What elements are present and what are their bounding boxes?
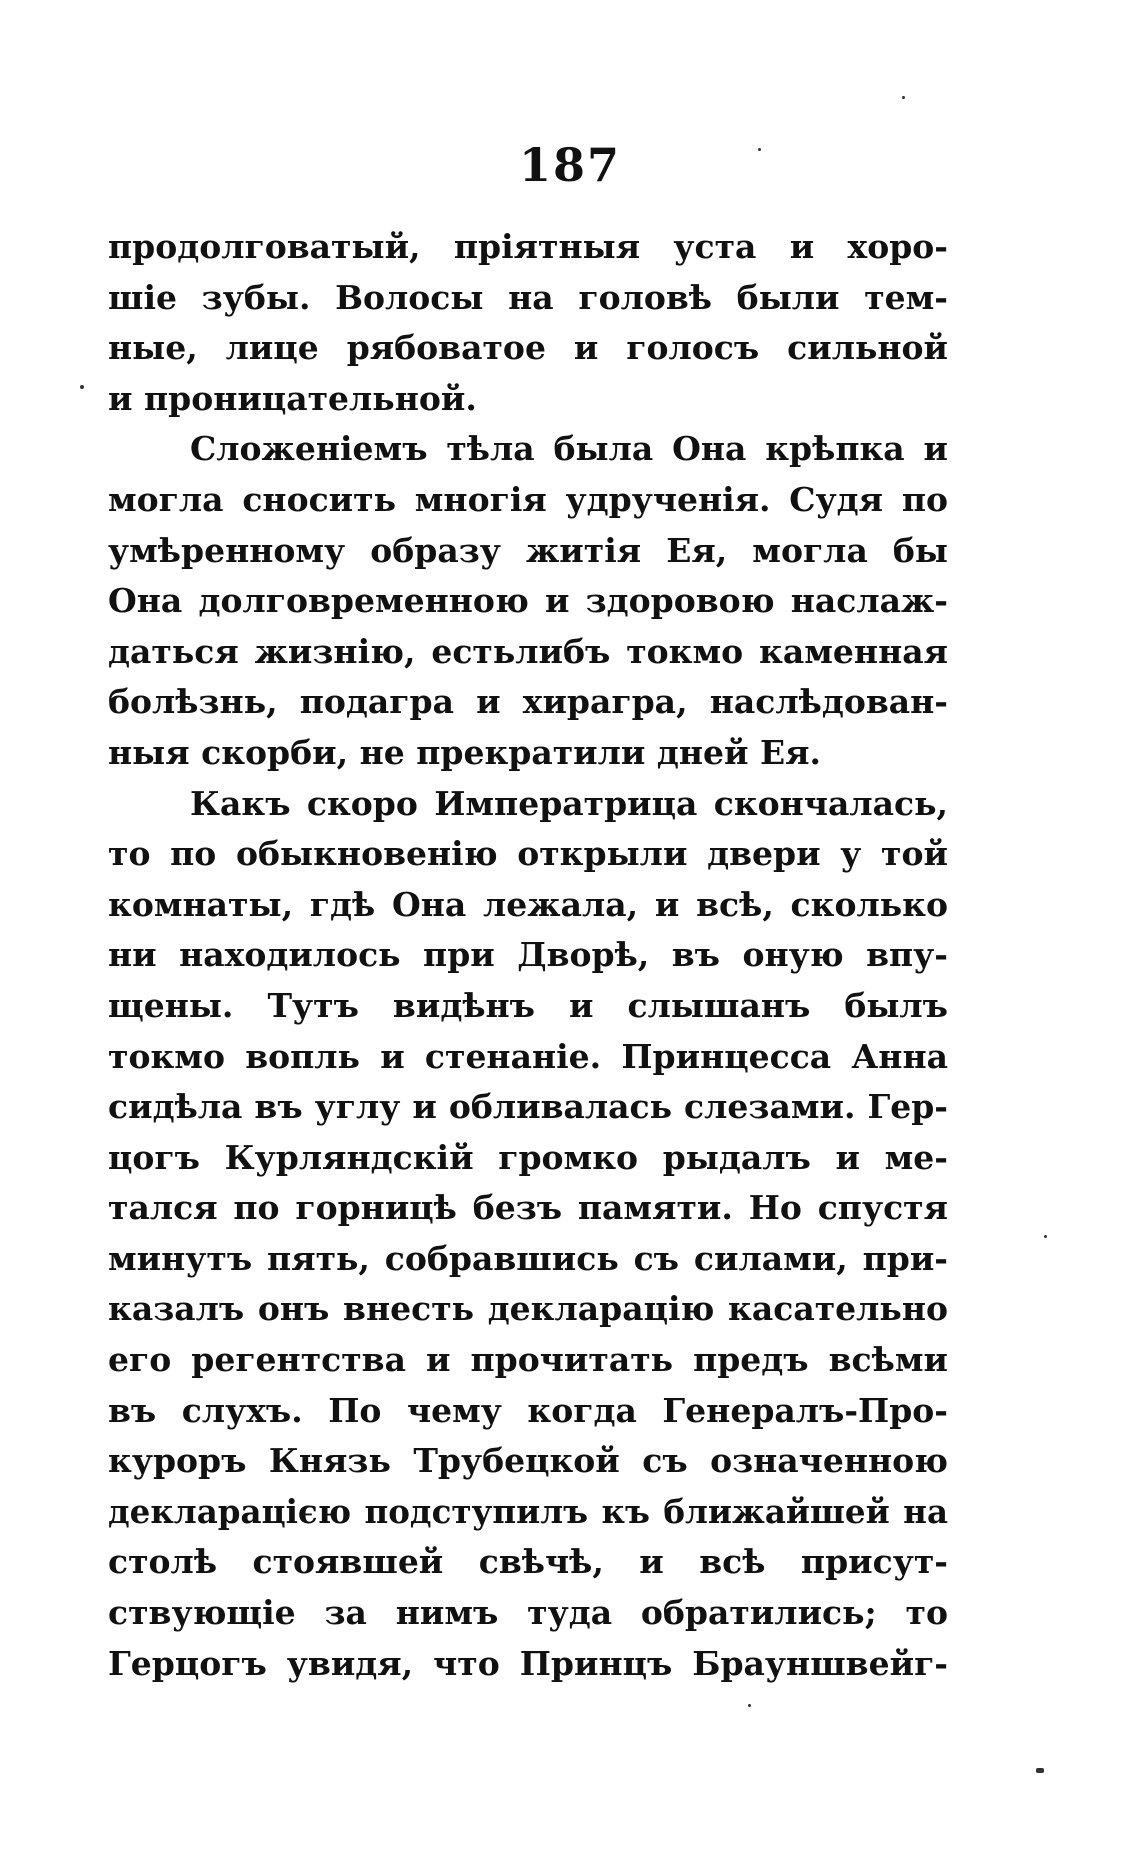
- text-line: щены. Тутъ видѣнъ и слышанъ былъ: [108, 985, 948, 1025]
- text-line: ные, лице рябоватое и голосъ сильной: [108, 328, 948, 368]
- text-line: его регентства и прочитать предъ всѣми: [108, 1340, 948, 1380]
- text-line: въ слухъ. По чему когда Генералъ-Про-: [108, 1390, 948, 1430]
- text-line: столѣ стоявшей свѣчѣ, и всѣ присут-: [108, 1542, 948, 1582]
- text-line: продолговатый, пріятныя уста и хоро-: [108, 227, 948, 266]
- body-text: [108, 222, 948, 1689]
- text-line: шіе зубы. Волосы на головѣ были тем-: [108, 277, 948, 317]
- text-line: ствующіе за нимъ туда обратились; то: [108, 1593, 948, 1633]
- text-line: могла сносить многія удрученія. Судя по: [108, 479, 948, 519]
- text-line: Герцогъ увидя, что Принцъ Брауншвейг-: [108, 1643, 948, 1683]
- text-line: декларацією подступилъ къ ближайшей на: [108, 1491, 948, 1531]
- text-line: болѣзнь, подагра и хирагра, наслѣдован-: [108, 682, 948, 722]
- scan-speck: [748, 1704, 751, 1707]
- text-line: ни находилось при Дворѣ, въ оную впу-: [108, 935, 948, 975]
- text-line: цогъ Курляндскій громко рыдалъ и ме-: [108, 1137, 948, 1177]
- paragraph-start-line: Какъ скоро Императрица скончалась,: [190, 783, 948, 823]
- text-line: Она долговременною и здоровою наслаж-: [108, 581, 948, 621]
- scan-speck: [902, 96, 905, 99]
- text-line: тался по горницѣ безъ памяти. Но спустя: [108, 1188, 948, 1228]
- text-line: комнаты, гдѣ Она лежала, и всѣ, сколько: [108, 884, 948, 924]
- scan-speck: [1036, 1768, 1044, 1773]
- scan-speck: [758, 148, 761, 151]
- text-line: умѣренному образу житія Ея, могла бы: [108, 530, 948, 570]
- paragraph-start-line: Сложеніемъ тѣла была Она крѣпка и: [190, 429, 948, 469]
- text-line: ныя скорби, не прекратили дней Ея.: [108, 732, 822, 772]
- text-line: минутъ пять, собравшись съ силами, при-: [108, 1238, 948, 1278]
- text-line: и проницательной.: [108, 378, 477, 418]
- text-line: куроръ Князь Трубецкой съ означенною: [108, 1441, 948, 1481]
- text-line: то по обыкновенію открыли двери у той: [108, 834, 948, 874]
- scan-speck: [1044, 1235, 1047, 1238]
- text-line: сидѣла въ углу и обливалась слезами. Гер-: [108, 1087, 948, 1127]
- page-number: 187: [518, 138, 622, 192]
- scan-speck: [80, 385, 84, 389]
- text-line: токмо вопль и стенаніе. Принцесса Анна: [108, 1036, 948, 1076]
- text-line: казалъ онъ внесть декларацію касательно: [108, 1289, 948, 1329]
- text-line: даться жизнію, естьлибъ токмо каменная: [108, 631, 948, 671]
